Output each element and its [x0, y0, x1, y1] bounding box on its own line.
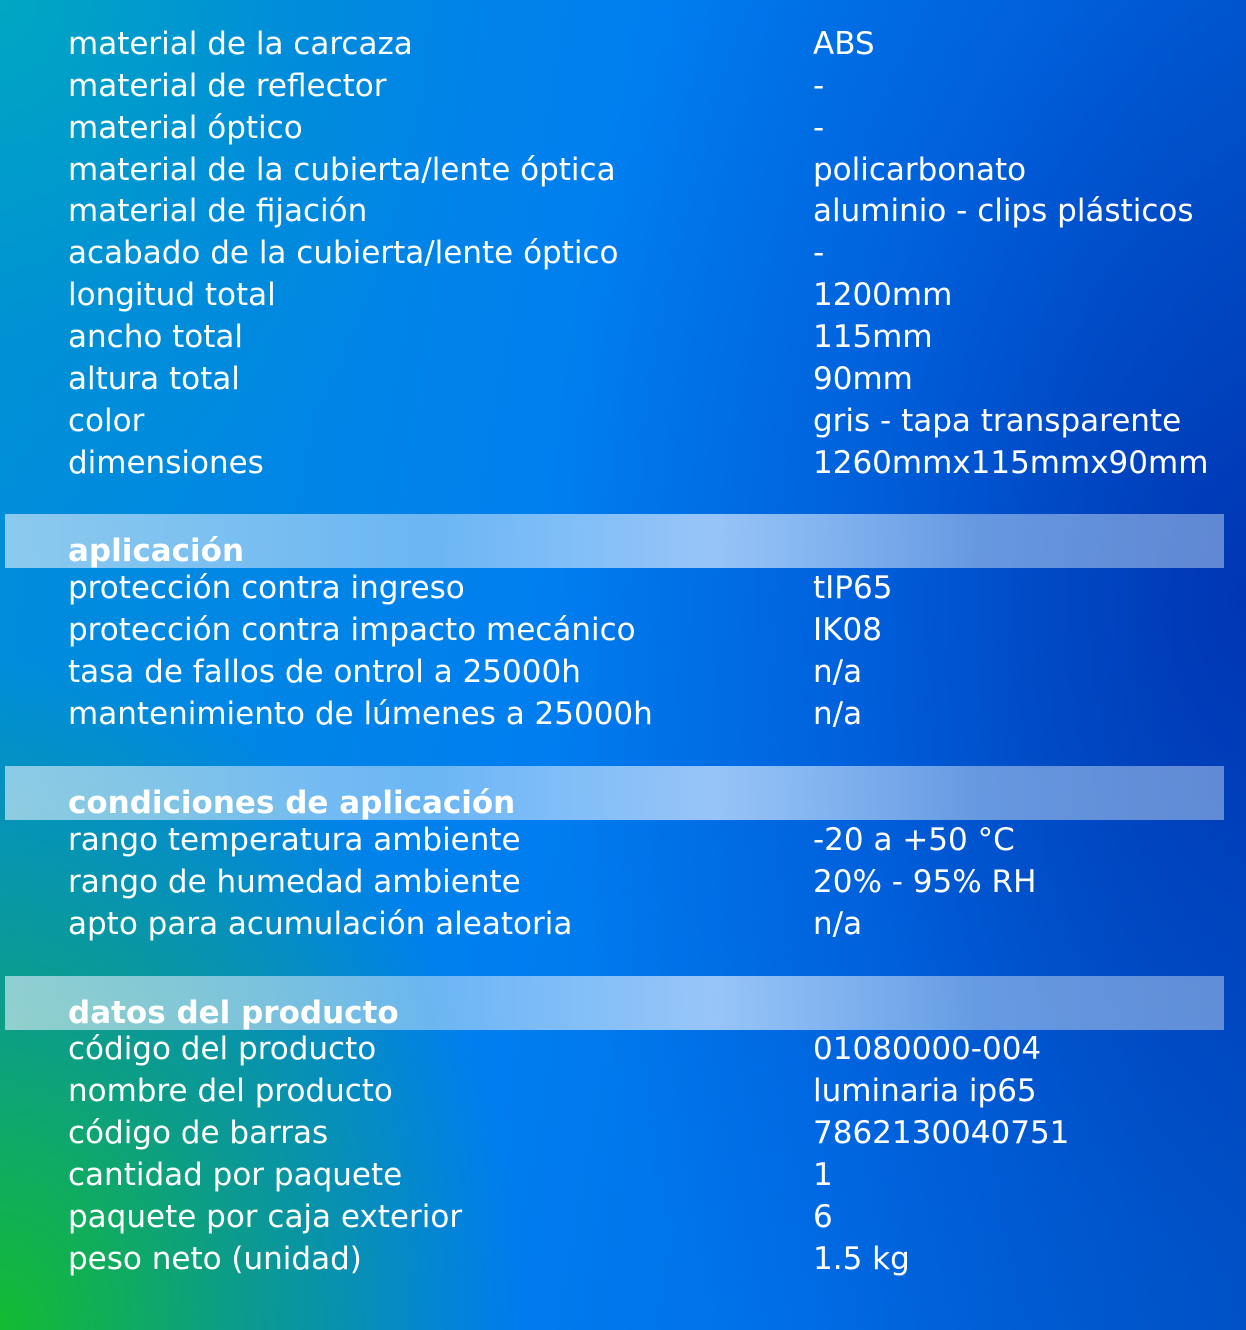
spec-row	[0, 1196, 1246, 1238]
spec-row	[0, 861, 1246, 903]
spec-value: 1200mm	[813, 277, 953, 313]
spec-value: -	[813, 235, 825, 271]
spec-row	[0, 1028, 1246, 1070]
spec-value: luminaria ip65	[813, 1073, 1037, 1109]
section-header-producto	[5, 976, 1224, 1030]
spec-value: 1	[813, 1157, 833, 1193]
spec-label: nombre del producto	[68, 1073, 393, 1109]
spec-row	[0, 358, 1246, 400]
spec-label: acabado de la cubierta/lente óptico	[68, 235, 619, 271]
spec-label: cantidad por paquete	[68, 1157, 403, 1193]
spec-label: material de la carcaza	[68, 26, 413, 62]
spec-row	[0, 400, 1246, 442]
spec-row	[0, 274, 1246, 316]
spec-label: altura total	[68, 361, 240, 397]
spec-label: longitud total	[68, 277, 276, 313]
spec-label: código del producto	[68, 1031, 377, 1067]
spec-label: material óptico	[68, 110, 303, 146]
spec-value: -	[813, 110, 825, 146]
spec-row	[0, 651, 1246, 693]
spec-value: n/a	[813, 696, 863, 732]
spec-label: paquete por caja exterior	[68, 1199, 463, 1235]
spec-row	[0, 442, 1246, 484]
spec-label: código de barras	[68, 1115, 329, 1151]
spec-value: -	[813, 68, 825, 104]
spec-label: protección contra impacto mecánico	[68, 612, 636, 648]
section-title: datos del producto	[68, 995, 399, 1031]
spec-row	[0, 1070, 1246, 1112]
spec-value: policarbonato	[813, 152, 1027, 188]
spec-value: n/a	[813, 654, 863, 690]
spec-label: material de la cubierta/lente óptica	[68, 152, 616, 188]
spec-value: 7862130040751	[813, 1115, 1070, 1151]
spec-value: 90mm	[813, 361, 913, 397]
section-header-aplicacion	[5, 514, 1224, 568]
spec-label: color	[68, 403, 145, 439]
spec-label: material de reflector	[68, 68, 387, 104]
spec-value: 20% - 95% RH	[813, 864, 1037, 900]
spec-label: material de fijación	[68, 193, 368, 229]
spec-row	[0, 1154, 1246, 1196]
spec-row	[0, 567, 1246, 609]
spec-label: rango temperatura ambiente	[68, 822, 521, 858]
spec-value: IK08	[813, 612, 882, 648]
spec-row	[0, 1238, 1246, 1280]
spec-value: -20 a +50 °C	[813, 822, 1015, 858]
spec-row	[0, 903, 1246, 945]
spec-row	[0, 23, 1246, 65]
spec-row	[0, 232, 1246, 274]
spec-label: apto para acumulación aleatoria	[68, 906, 573, 942]
spec-value: gris - tapa transparente	[813, 403, 1182, 439]
spec-label: mantenimiento de lúmenes a 25000h	[68, 696, 653, 732]
spec-label: ancho total	[68, 319, 244, 355]
spec-row	[0, 693, 1246, 735]
spec-label: rango de humedad ambiente	[68, 864, 521, 900]
spec-row	[0, 107, 1246, 149]
spec-value: 01080000-004	[813, 1031, 1042, 1067]
spec-row	[0, 190, 1246, 232]
spec-value: ABS	[813, 26, 875, 62]
spec-value: 1260mmx115mmx90mm	[813, 445, 1209, 481]
spec-value: tIP65	[813, 570, 893, 606]
spec-row	[0, 819, 1246, 861]
spec-row	[0, 1112, 1246, 1154]
spec-row	[0, 609, 1246, 651]
spec-value: n/a	[813, 906, 863, 942]
section-title: aplicación	[68, 533, 245, 569]
spec-row	[0, 65, 1246, 107]
spec-row	[0, 149, 1246, 191]
spec-label: protección contra ingreso	[68, 570, 465, 606]
spec-row	[0, 316, 1246, 358]
spec-value: aluminio - clips plásticos	[813, 193, 1194, 229]
spec-label: dimensiones	[68, 445, 264, 481]
spec-label: tasa de fallos de ontrol a 25000h	[68, 654, 581, 690]
section-header-condiciones	[5, 766, 1224, 820]
spec-value: 115mm	[813, 319, 933, 355]
spec-label: peso neto (unidad)	[68, 1241, 362, 1277]
spec-value: 1.5 kg	[813, 1241, 910, 1277]
section-title: condiciones de aplicación	[68, 785, 516, 821]
spec-value: 6	[813, 1199, 833, 1235]
